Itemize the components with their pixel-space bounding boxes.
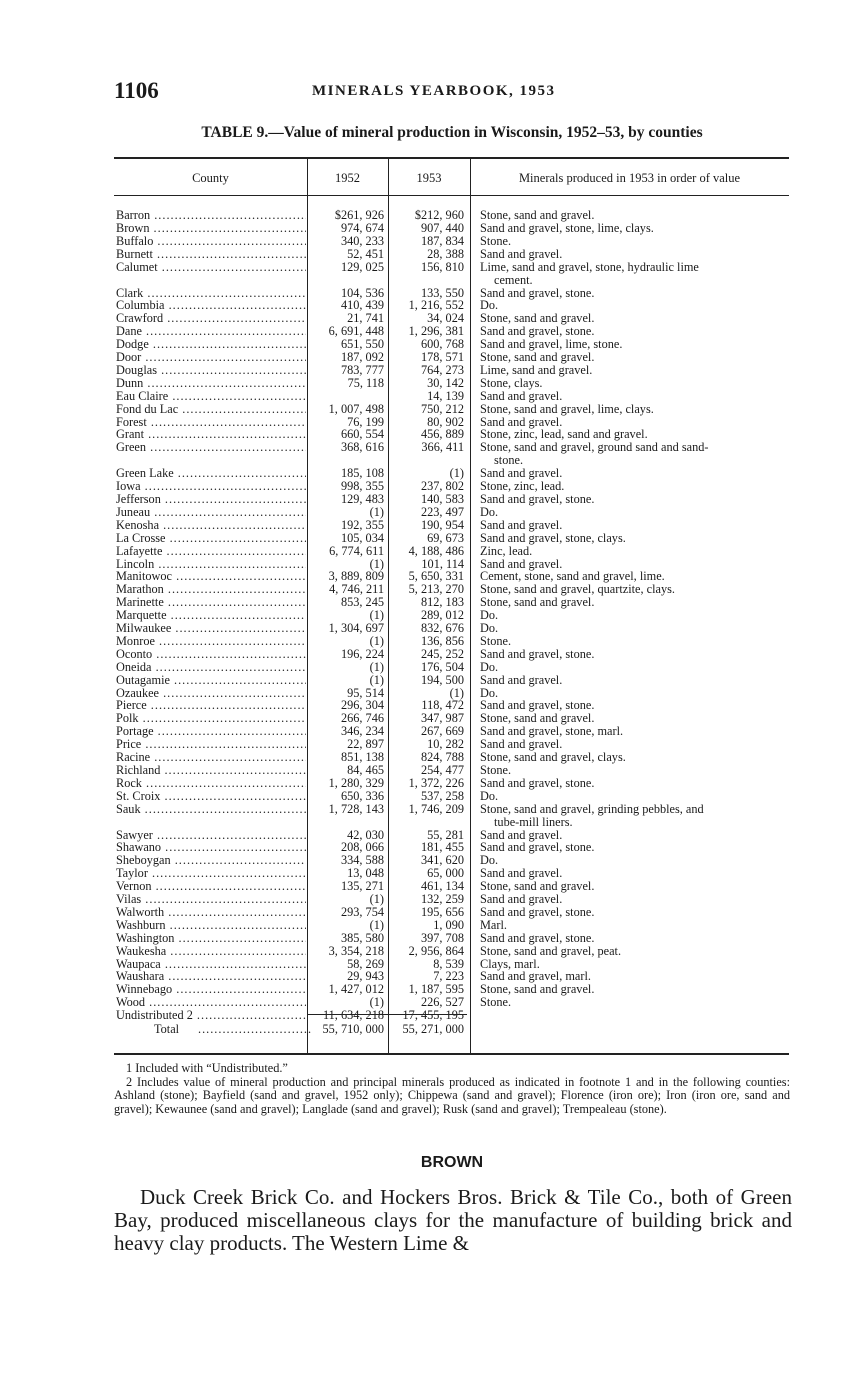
county-name: Ozaukee ..... <box>116 687 306 700</box>
value-1952: (1) <box>369 917 384 932</box>
minerals-produced: Sand and gravel, stone. <box>480 776 595 790</box>
minerals-produced: Sand and gravel, stone. <box>480 647 595 661</box>
minerals-produced: Do. <box>480 622 499 635</box>
table-row <box>114 440 789 468</box>
value-1952: 998, 355 <box>340 479 384 494</box>
value-1952: 974, 674 <box>340 220 384 235</box>
value-1953: 132, 259 <box>420 892 464 906</box>
minerals-produced: Sand and gravel. <box>480 415 563 429</box>
minerals-produced: Stone, sand and gravel. <box>480 209 595 222</box>
value-1952: (1) <box>369 504 384 519</box>
county-name: Oneida ..... <box>116 661 306 674</box>
value-1953: 140, 583 <box>420 492 464 506</box>
table-row <box>114 906 789 919</box>
minerals-produced: Stone, sand and gravel, peat. <box>480 944 622 958</box>
value-1952: (1) <box>369 672 384 687</box>
minerals-produced: Do. <box>480 686 499 700</box>
county-name: Waushara ..... <box>116 970 306 983</box>
county-name: Oconto ..... <box>116 648 306 661</box>
value-1952: 853, 245 <box>340 595 384 610</box>
table-title: TABLE 9.—Value of mineral production in Wisconsin, 1952–53, by counties <box>201 124 703 141</box>
minerals-produced: Stone, sand and gravel. <box>480 596 595 610</box>
value-1953: 750, 212 <box>420 401 464 416</box>
value-1953: (1) <box>449 685 464 700</box>
table-row <box>114 777 789 790</box>
minerals-produced: Stone. <box>480 234 512 248</box>
column-header-1953: 1953 <box>416 171 442 185</box>
county-name: Taylor ..... <box>116 867 306 880</box>
value-1952: 58, 269 <box>347 956 384 971</box>
value-1952: 660, 554 <box>340 427 384 442</box>
running-head: MINERALS YEARBOOK, 1953 <box>312 83 556 99</box>
value-1952: 340, 233 <box>340 233 384 248</box>
county-name: Grant ..... <box>116 428 306 441</box>
table-row <box>114 235 789 248</box>
value-1953: 30, 142 <box>427 375 464 390</box>
page-header <box>114 78 794 106</box>
county-name: Undistributed 2 ..... <box>116 1009 306 1022</box>
value-1952: 368, 616 <box>340 440 384 455</box>
minerals-produced: Sand and gravel, marl. <box>480 970 591 984</box>
total-label: Total <box>154 1022 180 1036</box>
value-1952: 385, 580 <box>340 930 384 945</box>
county-name: Crawford ..... <box>116 312 306 325</box>
value-1952: (1) <box>369 892 384 906</box>
table-row <box>114 403 789 416</box>
value-1953: 1, 216, 552 <box>408 298 464 313</box>
section-heading: BROWN <box>420 1154 484 1171</box>
footnote-1: 1 Included with “Undistributed.” <box>126 1061 288 1075</box>
value-1952: (1) <box>369 556 384 571</box>
value-1952: 3, 889, 809 <box>328 569 384 584</box>
value-1952: 3, 354, 218 <box>328 943 384 958</box>
county-name: Racine ..... <box>116 751 306 764</box>
county-name: Portage ..... <box>116 725 306 738</box>
value-1953: 34, 024 <box>427 311 464 326</box>
table-row <box>114 377 789 390</box>
county-name: Eau Claire ..... <box>116 390 306 403</box>
minerals-produced: Stone, sand and gravel. <box>480 351 595 364</box>
county-name: Waupaca ..... <box>116 958 306 971</box>
minerals-produced: Stone, sand and gravel. <box>480 983 595 997</box>
county-name: Manitowoc ..... <box>116 570 306 583</box>
value-1953: 181, 455 <box>420 840 464 855</box>
footnotes <box>114 1062 790 1116</box>
value-1953: 65, 000 <box>427 866 464 881</box>
value-1952: 1, 427, 012 <box>328 982 384 997</box>
value-1953: 133, 550 <box>420 285 464 300</box>
minerals-produced: Stone, sand and gravel. <box>480 312 595 326</box>
minerals-produced: Sand and gravel. <box>480 867 563 881</box>
minerals-produced: Stone, sand and gravel, lime, clays. <box>480 402 654 416</box>
minerals-produced: Sand and gravel. <box>480 557 563 571</box>
county-name: Marathon ..... <box>116 583 306 596</box>
county-name: Fond du Lac ..... <box>116 403 306 416</box>
minerals-produced: Sand and gravel, stone. <box>480 325 595 339</box>
body-paragraph: Duck Creek Brick Co. and Hockers Bros. Brick & Tile Co., both of Green Bay, produced miscellaneous clays for the manufacture of building brick and heavy clay products. The Western Lime & <box>114 1185 792 1255</box>
county-name: Kenosha ..... <box>116 519 306 532</box>
value-1953: 461, 134 <box>420 879 464 894</box>
minerals-produced: Sand and gravel, stone. <box>480 699 595 713</box>
value-1952: 95, 514 <box>347 685 384 700</box>
value-1953: 28, 388 <box>427 246 464 261</box>
value-1952: 334, 588 <box>340 853 384 868</box>
county-name: Burnett ..... <box>116 248 306 261</box>
minerals-produced: Stone, zinc, lead, sand and gravel. <box>480 428 648 442</box>
table-row <box>114 945 789 958</box>
value-1953: 223, 497 <box>420 504 464 519</box>
total-1952: 55, 710, 000 <box>322 1022 384 1036</box>
value-1952: 650, 336 <box>340 788 384 803</box>
value-1952: 13, 048 <box>347 866 384 881</box>
value-1952: 84, 465 <box>347 762 384 777</box>
minerals-produced: Stone, sand and gravel, clays. <box>480 751 626 764</box>
county-name: Lafayette ..... <box>116 545 306 558</box>
value-1952: 266, 746 <box>340 711 384 726</box>
county-name: Door ..... <box>116 351 306 364</box>
value-1953: 226, 527 <box>420 995 464 1010</box>
minerals-produced: Stone, sand and gravel. <box>480 712 595 726</box>
minerals-produced: Stone. <box>480 996 512 1010</box>
value-1953: 1, 090 <box>433 917 464 932</box>
value-1952: 6, 691, 448 <box>328 324 384 339</box>
minerals-produced: Clays, marl. <box>480 957 540 971</box>
value-1952: (1) <box>369 659 384 674</box>
minerals-produced: Sand and gravel. <box>480 467 563 481</box>
value-1953: 267, 669 <box>420 724 464 739</box>
value-1953: 80, 902 <box>427 414 464 429</box>
minerals-produced: Do. <box>480 505 499 519</box>
value-1953: 55, 281 <box>427 827 464 842</box>
table-row <box>114 801 789 829</box>
value-1952: 192, 355 <box>340 517 384 532</box>
value-1952: 187, 092 <box>340 350 384 364</box>
value-1953: 289, 012 <box>420 608 464 623</box>
value-1953: 195, 656 <box>420 904 464 919</box>
value-1952: (1) <box>369 995 384 1010</box>
minerals-produced: Sand and gravel. <box>480 673 563 687</box>
value-1952: 42, 030 <box>347 827 384 842</box>
minerals-produced: Stone, zinc, lead. <box>480 480 565 494</box>
table-row <box>114 674 789 687</box>
minerals-produced-continued: tube-mill liners. <box>494 814 573 829</box>
county-name: Jefferson ..... <box>116 493 306 506</box>
county-name: Washington ..... <box>116 932 306 945</box>
value-1953: 397, 708 <box>420 930 464 945</box>
value-1953: 245, 252 <box>420 646 464 661</box>
minerals-produced: Do. <box>480 299 499 313</box>
value-1952: 851, 138 <box>340 750 384 764</box>
value-1952: 52, 451 <box>347 246 384 261</box>
table-row <box>114 390 789 403</box>
value-1952: 76, 199 <box>347 414 384 429</box>
value-1953: 2, 956, 864 <box>408 943 464 958</box>
value-1952: 75, 118 <box>347 375 384 390</box>
minerals-produced: Sand and gravel. <box>480 893 563 906</box>
table-top-rule <box>114 157 789 159</box>
county-name: Price ..... <box>116 738 306 751</box>
column-header-minerals: Minerals produced in 1953 in order of value <box>518 171 741 185</box>
county-name: Polk ..... <box>116 712 306 725</box>
minerals-produced: Marl. <box>480 918 507 932</box>
table-row <box>114 919 789 932</box>
value-1952: 129, 483 <box>340 492 384 506</box>
value-1952: 410, 439 <box>340 298 384 313</box>
table-row <box>114 932 789 945</box>
value-1953: 5, 213, 270 <box>408 582 464 597</box>
value-1952: 185, 108 <box>340 466 384 481</box>
value-1953: 176, 504 <box>420 659 464 674</box>
county-name: Calumet ..... <box>116 261 306 274</box>
value-1953: 812, 183 <box>420 595 464 610</box>
county-name: La Crosse ..... <box>116 532 306 545</box>
minerals-produced: Sand and gravel, stone. <box>480 931 595 945</box>
value-1953: 187, 834 <box>420 233 464 248</box>
value-1953: 537, 258 <box>420 788 464 803</box>
minerals-produced: Cement, stone, sand and gravel, lime. <box>480 570 665 584</box>
value-1952: 346, 234 <box>340 724 384 739</box>
mineral-production-table <box>114 157 789 1055</box>
footnote-2: 2 Includes value of mineral production and principal minerals produced as indicated in footnote 1 and in the following counties: Ashland (stone); Bayfield (sand and gravel, 1952 only); Chippewa (sand and gravel); Florence (iron ore); Iron (iron ore, sand and gravel); Kewaunee (sand and gravel); Langlade (sand and gravel); Rusk (sand and gravel); Trempealeau (stone). <box>114 1074 790 1116</box>
value-1952: 783, 777 <box>340 362 384 377</box>
table-row <box>114 519 789 532</box>
table-row <box>114 364 789 377</box>
value-1953: (1) <box>449 466 464 481</box>
county-name: Pierce ..... <box>116 699 306 712</box>
minerals-produced: Sand and gravel, stone. <box>480 493 595 506</box>
minerals-produced: Do. <box>480 609 499 623</box>
table-row <box>114 222 789 235</box>
minerals-produced: Lime, sand and gravel. <box>480 363 593 377</box>
minerals-produced: Do. <box>480 854 499 868</box>
value-1953: 7, 223 <box>433 969 464 984</box>
minerals-produced: Sand and gravel, stone. <box>480 905 595 919</box>
value-1953: 17, 455, 195 <box>402 1008 464 1023</box>
value-1953: 1, 296, 381 <box>408 324 464 339</box>
value-1952: 22, 897 <box>347 737 384 752</box>
value-1953: 456, 889 <box>420 427 464 442</box>
minerals-produced: Stone, sand and gravel, grinding pebbles, and <box>480 802 704 816</box>
table-row <box>114 506 789 519</box>
minerals-produced: Do. <box>480 789 499 803</box>
minerals-produced: Stone, clays. <box>480 376 543 390</box>
value-1953: 237, 802 <box>420 479 464 494</box>
county-name: Walworth ..... <box>116 906 306 919</box>
county-name: Clark ..... <box>116 287 306 300</box>
value-1952: 21, 741 <box>347 311 384 326</box>
county-name: Green ..... <box>116 441 306 454</box>
value-1953: 832, 676 <box>420 621 464 635</box>
value-1953: 907, 440 <box>420 220 464 235</box>
table-header-rule <box>114 195 789 196</box>
total-row: Total ............................ 55, 710, 000 55, 271, 000 <box>154 1022 464 1036</box>
value-1953: 10, 282 <box>427 737 464 752</box>
minerals-produced: Sand and gravel, stone, lime, clays. <box>480 221 654 235</box>
value-1953: 600, 768 <box>420 337 464 352</box>
value-1953: 341, 620 <box>420 853 464 868</box>
county-name: Sheboygan ..... <box>116 854 306 867</box>
minerals-produced: Sand and gravel, lime, stone. <box>480 338 623 352</box>
value-1953: 5, 650, 331 <box>408 569 464 584</box>
value-1952: 293, 754 <box>340 904 384 919</box>
value-1953: 824, 788 <box>420 750 464 764</box>
value-1952: 208, 066 <box>340 840 384 855</box>
value-1953: 764, 273 <box>420 362 464 377</box>
county-name: Dodge ..... <box>116 338 306 351</box>
value-1952: 129, 025 <box>340 259 384 274</box>
county-name: Marinette ..... <box>116 596 306 609</box>
table-row <box>114 648 789 661</box>
minerals-produced: Sand and gravel. <box>480 518 563 532</box>
value-1952: 651, 550 <box>340 337 384 352</box>
county-name: Brown ..... <box>116 222 306 235</box>
minerals-produced: Lime, sand and gravel, stone, hydraulic lime <box>480 260 699 274</box>
minerals-produced: Stone. <box>480 763 512 777</box>
minerals-produced: Sand and gravel, stone, marl. <box>480 725 624 739</box>
value-1953: 190, 954 <box>420 517 464 532</box>
column-header-1952: 1952 <box>335 171 360 185</box>
county-name: Dunn ..... <box>116 377 306 390</box>
value-1953: $212, 960 <box>414 208 464 222</box>
minerals-produced: Sand and gravel. <box>480 247 563 261</box>
value-1952: 135, 271 <box>340 879 384 894</box>
county-name: Shawano ..... <box>116 841 306 854</box>
table-row <box>114 248 789 261</box>
value-1952: 105, 034 <box>340 530 384 545</box>
value-1952: 6, 774, 611 <box>329 543 384 558</box>
minerals-produced: Stone, sand and gravel. <box>480 880 595 894</box>
value-1952: (1) <box>369 608 384 623</box>
county-name: Marquette ..... <box>116 609 306 622</box>
county-name: Buffalo ..... <box>116 235 306 248</box>
value-1953: 101, 114 <box>421 556 464 571</box>
minerals-produced: Zinc, lead. <box>480 544 533 558</box>
table-row <box>114 545 789 558</box>
county-name: Sawyer ..... <box>116 829 306 842</box>
minerals-produced-continued: cement. <box>494 272 533 287</box>
table-bottom-rule <box>114 1053 789 1055</box>
value-1952: 104, 536 <box>340 285 384 300</box>
value-1953: 366, 411 <box>421 440 464 455</box>
value-1952: 4, 746, 211 <box>329 582 384 597</box>
county-name: Forest ..... <box>116 416 306 429</box>
county-name: Sauk ..... <box>116 803 306 816</box>
value-1953: 1, 372, 226 <box>408 775 464 790</box>
value-1952: (1) <box>369 633 384 648</box>
county-name: Outagamie ..... <box>116 674 306 687</box>
value-1953: 254, 477 <box>420 762 464 777</box>
county-name: Douglas ..... <box>116 364 306 377</box>
minerals-produced: Sand and gravel. <box>480 389 563 403</box>
value-1952: 29, 943 <box>347 969 384 984</box>
value-1952: 296, 304 <box>340 698 384 713</box>
value-1953: 194, 500 <box>420 672 464 687</box>
value-1953: 118, 472 <box>421 698 464 713</box>
table-row <box>114 259 789 287</box>
county-name: Iowa ..... <box>116 480 306 493</box>
table-row <box>114 661 789 674</box>
value-1952: 1, 728, 143 <box>328 801 384 816</box>
value-1953: 178, 571 <box>420 350 464 364</box>
page-number: 1106 <box>114 78 159 103</box>
minerals-produced: Sand and gravel. <box>480 738 563 752</box>
county-name: Rock ..... <box>116 777 306 790</box>
value-1953: 347, 987 <box>420 711 464 726</box>
minerals-produced: Stone. <box>480 634 512 648</box>
value-1953: 14, 139 <box>427 388 464 403</box>
minerals-produced: Stone, sand and gravel, ground sand and sand- <box>480 441 709 455</box>
minerals-produced: Sand and gravel, stone. <box>480 841 595 855</box>
county-name: Milwaukee ..... <box>116 622 306 635</box>
value-1952: $261, 926 <box>334 208 384 222</box>
minerals-produced: Do. <box>480 660 499 674</box>
county-name: Columbia ..... <box>116 299 306 312</box>
county-name: Richland ..... <box>116 764 306 777</box>
minerals-produced: Sand and gravel, stone. <box>480 286 595 300</box>
value-1953: 156, 810 <box>420 259 464 274</box>
county-name: Waukesha ..... <box>116 945 306 958</box>
total-rule <box>307 1014 467 1015</box>
county-name: Vernon ..... <box>116 880 306 893</box>
value-1952: 1, 280, 329 <box>328 775 384 790</box>
county-name: Wood ..... <box>116 996 306 1009</box>
table-row <box>114 764 789 777</box>
value-1953: 136, 856 <box>420 633 464 648</box>
county-name: Green Lake ..... <box>116 467 306 480</box>
value-1953: 1, 187, 595 <box>408 982 464 997</box>
value-1952: 1, 007, 498 <box>328 401 384 416</box>
value-1952: 11, 634, 218 <box>322 1008 384 1023</box>
county-name: Vilas ..... <box>116 893 306 906</box>
minerals-produced: Sand and gravel. <box>480 828 563 842</box>
minerals-produced-continued: stone. <box>494 453 524 468</box>
county-name: Juneau ..... <box>116 506 306 519</box>
column-header-county: County <box>192 171 229 185</box>
county-name: Dane ..... <box>116 325 306 338</box>
value-1953: 69, 673 <box>427 530 464 545</box>
value-1953: 8, 539 <box>433 956 464 971</box>
minerals-produced: Stone, sand and gravel, quartzite, clays. <box>480 583 675 597</box>
county-name: Lincoln ..... <box>116 558 306 571</box>
county-name: Barron ..... <box>116 209 306 222</box>
county-name: Washburn ..... <box>116 919 306 932</box>
table-row <box>114 790 789 803</box>
table-row <box>114 1009 789 1022</box>
value-1952: 1, 304, 697 <box>328 621 384 635</box>
value-1953: 4, 188, 486 <box>408 543 464 558</box>
value-1953: 1, 746, 209 <box>408 801 464 816</box>
table-row <box>114 635 789 648</box>
table-row <box>114 532 789 545</box>
value-1952: 196, 224 <box>340 646 384 661</box>
total-1953: 55, 271, 000 <box>402 1022 464 1036</box>
minerals-produced: Sand and gravel, stone, clays. <box>480 531 626 545</box>
county-name: St. Croix ..... <box>116 790 306 803</box>
county-name: Winnebago ..... <box>116 983 306 996</box>
county-name: Monroe ..... <box>116 635 306 648</box>
